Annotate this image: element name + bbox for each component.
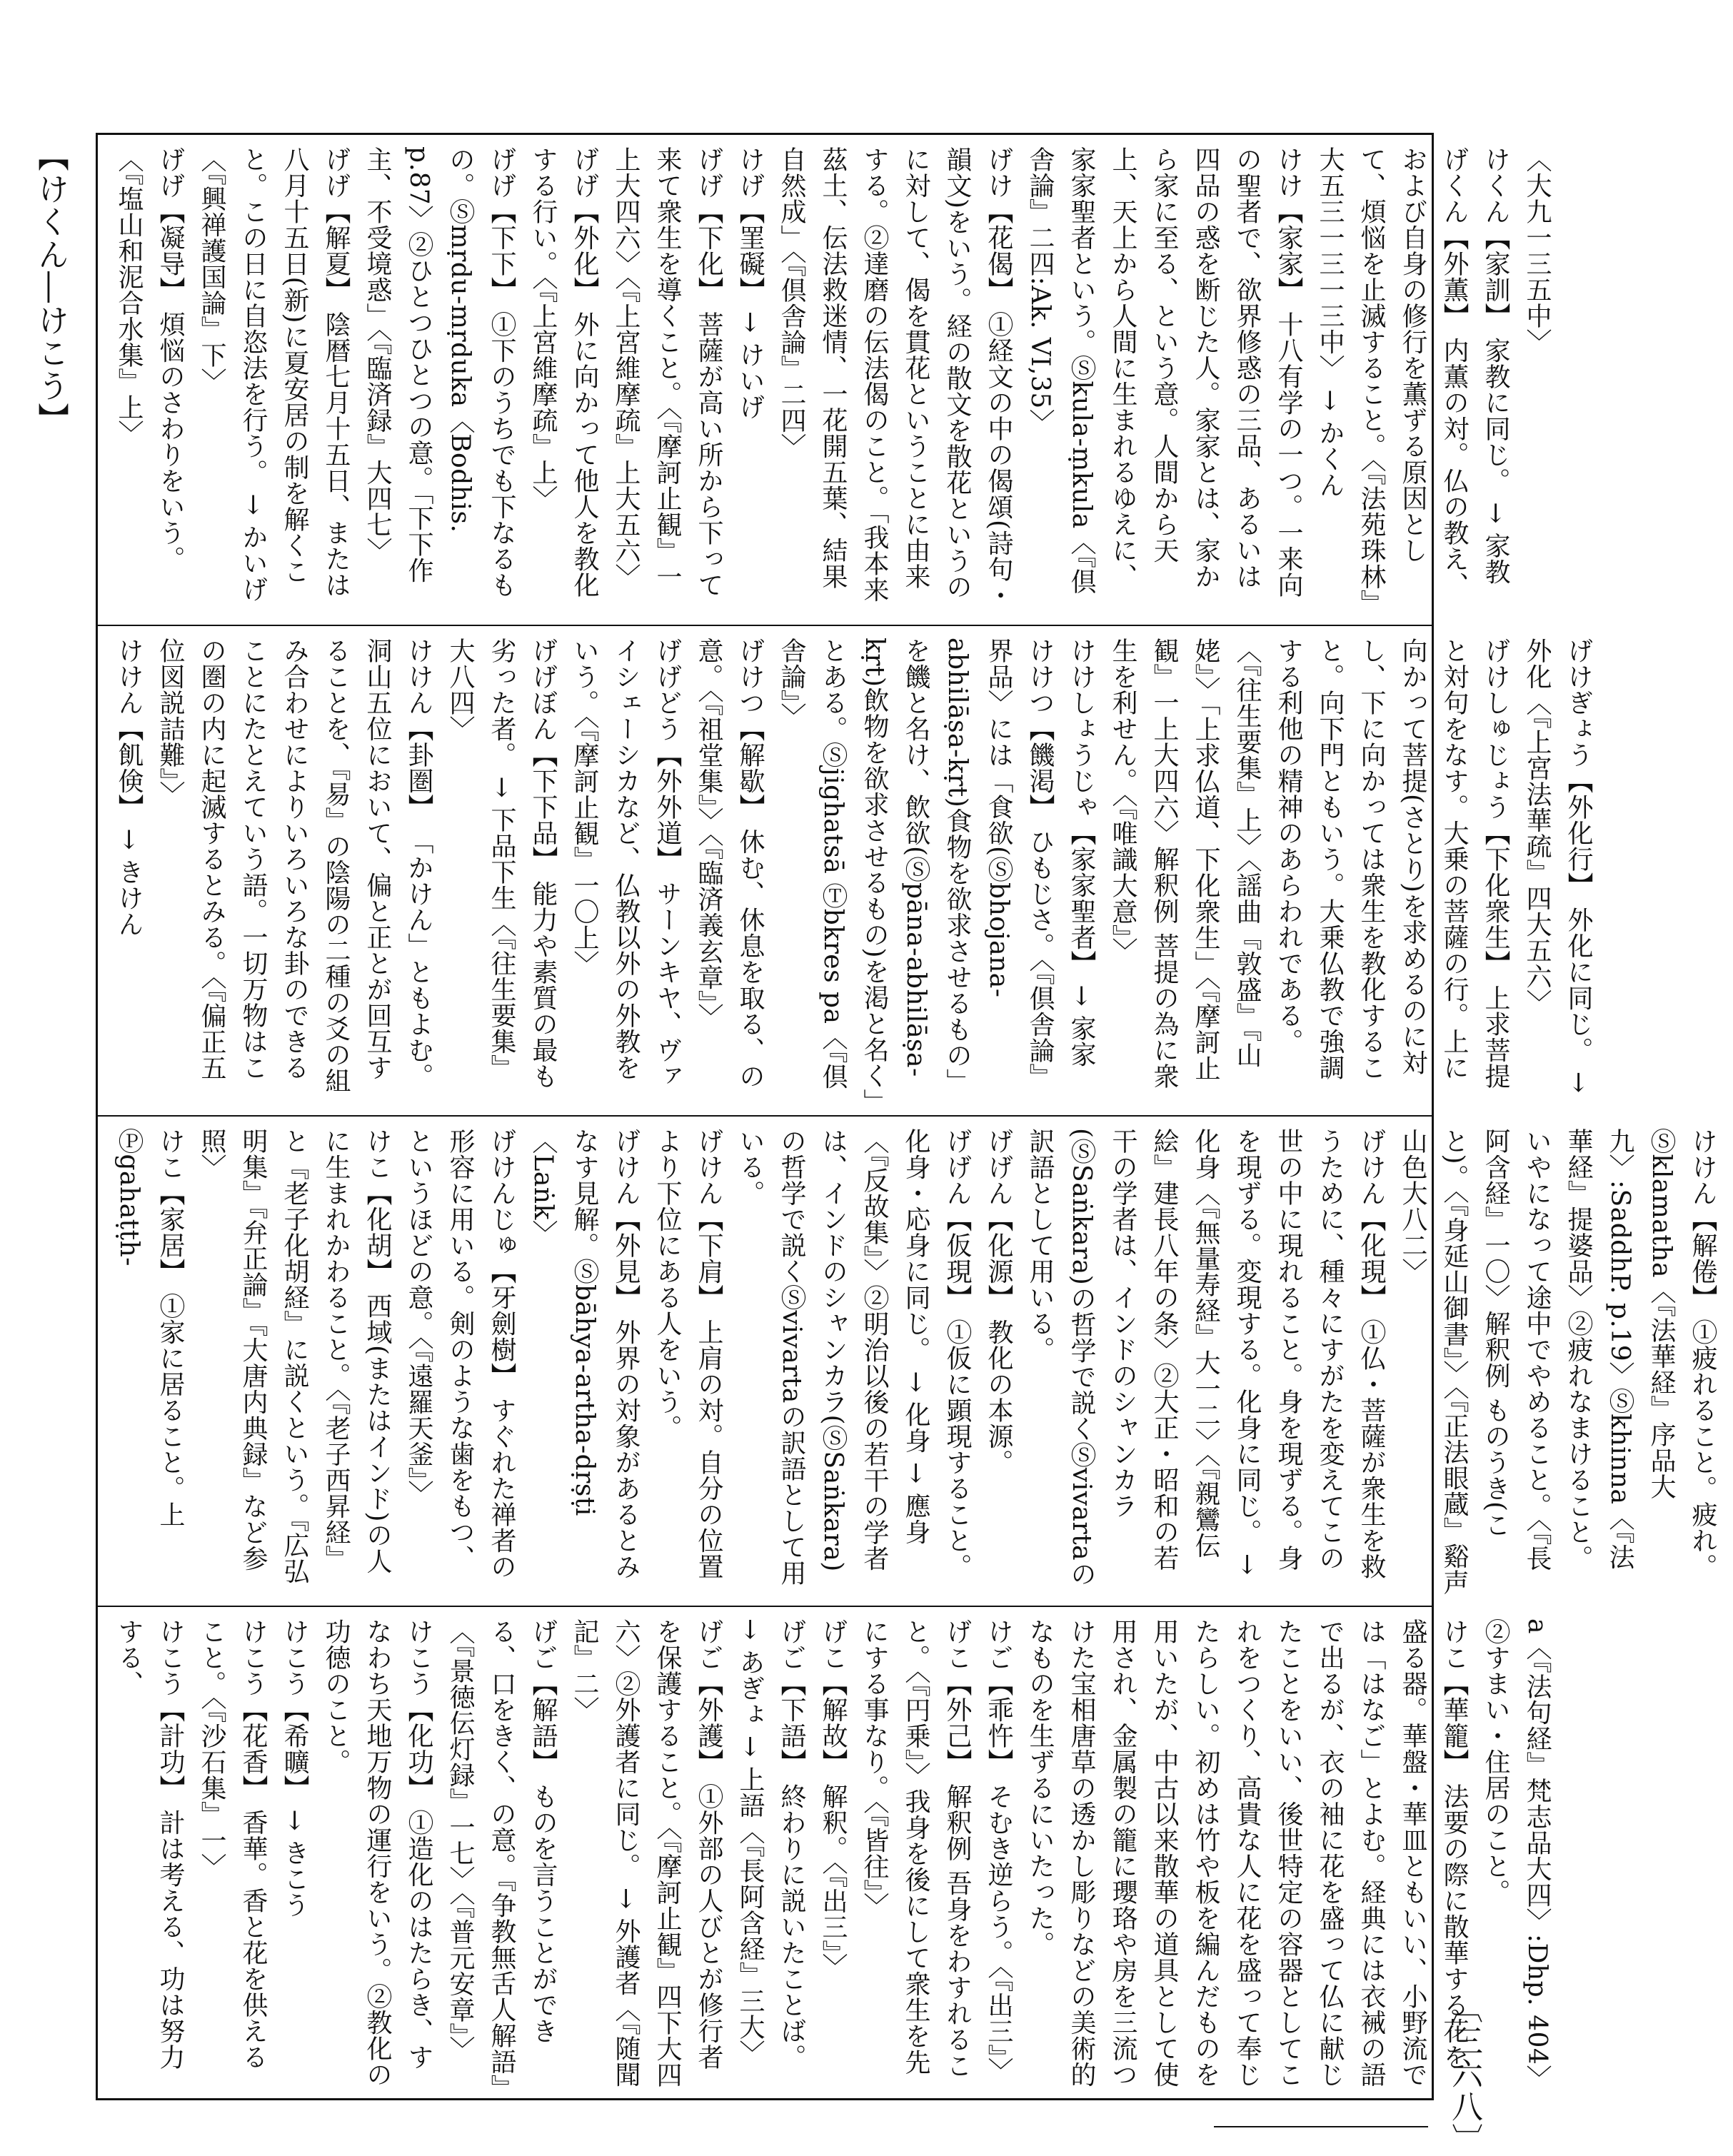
tier-2-text: [98, 626, 1609, 1117]
dictionary-entry: げけん【化現】 ①仏・菩薩が衆生を救うために、種々にすがたを変えてこの世の中に現れること。身を現ずる。身を現ずる。変現する。化身に同じ。 → 化身〈『無量寿経』大一二〉〈『親鸞伝絵』建長八年の条〉②大正・昭和の若干の学者は、インドのシャンカラ(ⓈSaṅkara)の哲学で説くⓈvivartaの訳語として用いる。: [1025, 1128, 1386, 1587]
dictionary-entry: げこ【解故】 解釈。〈『出三』〉: [818, 1618, 848, 1980]
tier-1-text: [98, 135, 1567, 625]
dictionary-entry: けこう【化功】 ①造化のはたらき、すなわち天地万物の運行をいう。②教化の功徳のこと。: [321, 1618, 433, 2087]
dictionary-entry: けけしょうじゃ【家家聖者】 → 家家: [1067, 638, 1096, 1068]
dictionary-entry: げご【外護】 ①外部の人びとが修行者を保護すること。〈『摩訶止観』四下大四六〉②外護者に同じ。 → 外護者〈『随聞記』二〉: [570, 1618, 723, 2088]
dictionary-entry: けけ【家家】 十八有学の一つ。一来向の聖者で、欲界修惑の三品、あるいは四品の惑を断じた人。家家とは、家から家に至る、という意。人間から天上、天上から人間に生まれるゆえに、家家聖者という。Ⓢkula-ṃkula〈『倶舎論』二四:Ak. VI,35〉: [1025, 146, 1303, 598]
dictionary-entry: げけぎょう【外化行】 外化に同じ。 → 外化〈『上宮法華疏』四大五六〉: [1522, 638, 1593, 1094]
dictionary-entry: げけんじゅ【牙劍樹】 すぐれた禅者の形容に用いる。剣のような歯をもつ、というほどの意。〈『遠羅天釜』〉: [404, 1128, 516, 1580]
dictionary-entry: けこ【化胡】 西域(またはインド)の人に生まれかわること。〈『老子西昇経』と『老子化胡経』に説くという。『広弘明集』『弁正論』『大唐内典録』など参照〉: [197, 1128, 392, 1584]
dictionary-entry: げげ【解夏】 陰暦七月十五日、または八月十五日(新)に夏安居の制を解くこと。この日に自恣法を行う。 → かいげ〈『興禅護国論』下〉: [197, 146, 351, 603]
dictionary-entry: けご【乖忤】 そむき逆らう。〈『出三』〉: [984, 1618, 1013, 2084]
dictionary-entry: けこう【計功】 計は考える、功は努力する、: [114, 1618, 185, 2070]
page-header-title: 【けくん―けこう】: [32, 140, 69, 435]
tier-4-text: [98, 1607, 1567, 2100]
dictionary-entry: 〈大九一三五中〉: [1522, 146, 1552, 355]
dictionary-entry: げけ【花偈】 ①経文の中の偈頌(詩句・韻文)をいう。経の散文を散花というのに対して、偈を貫花ということに由来する。②達磨の伝法偈のこと。「我本来茲土、伝法救迷情、一花開五葉、結果自然成」〈『倶舎論』二四〉: [777, 146, 1013, 608]
dictionary-entry: げげ【外化】 外に向かって他人を教化する行い。〈『上宮維摩疏』上〉: [528, 146, 599, 598]
dictionary-entry: けこう【花香】 香華。香と花を供えること。〈『沙石集』一〉: [197, 1618, 268, 2070]
dictionary-entry: けげ【罣礙】 → けいげ: [735, 146, 765, 420]
dictionary-entry: げご【下語】 終わりに説いたことば。 → あぎょ → 上語〈『長阿含経』三大〉: [735, 1618, 806, 2070]
dictionary-entry: げけつ【解歇】 休む、休息を取る、の意。〈『祖堂集』〉〈『臨済義玄章』〉: [694, 638, 765, 1089]
dictionary-entry: けけん【卦圏】 「かけん」ともよむ。洞山五位において、偏と正とが回互することを、『易』の陰陽の二種の爻の組み合わせによりいろいろな卦のできることにたとえていう語。一切万物はこの圏の内に起滅するとみる。〈『偏正五位図説詰難』〉: [156, 638, 433, 1094]
bottom-rule: [1214, 2126, 1428, 2127]
page-number: 〔三六八〕: [1446, 1992, 1482, 2156]
dictionary-entry: a〈『法句経』梵志品大四〉:Dhp. 404〉②すまい・住居のこと。: [1481, 1618, 1552, 2078]
dictionary-entry: げげどう【外外道】 サーンキヤ、ヴァイシェーシカなど、仏教以外の外教をいう。〈『摩訶止観』一〇上〉: [570, 638, 682, 1089]
dictionary-entry: けくん【家訓】 家教に同じ。 → 家教: [1481, 146, 1510, 585]
dictionary-entry: げご【解語】 ものを言うことができる、口をきく、の意。『争教無舌人解語』〈『景徳伝灯録』一七〉〈『普元安章』〉: [446, 1618, 558, 2088]
dictionary-entry: けけん【飢倹】 → きけん: [114, 638, 144, 937]
dictionary-entry: けこ【家居】 ①家に居ること。上Ⓟgahaṭṭh-: [114, 1128, 185, 1528]
dictionary-entry: けこう【希曠】 → きこう: [280, 1618, 309, 1918]
dictionary-entry: げげん【仮現】 ①仮に顕現すること。化身・応身に同じ。 → 化身 → 應身〈『反故集』〉②明治以後の若干の学者は、インドのシャンカラ(ⓈSaṅkara)の哲学で説くⓈvivartaの訳語として用いる。: [735, 1128, 972, 1586]
dictionary-entry: げげ【下化】 菩薩が高い所から下って来て衆生を導くこと。〈『摩訶止観』一上大四六〉〈『上宮維摩疏』上大五六〉: [611, 146, 723, 598]
dictionary-entry: げけしゅじょう【下化衆生】 上求菩提と対句をなす。大乗の菩薩の行。上に向かって菩提(さとり)を求めるのに対し、下に向かっては衆生を教化すること。向下門ともいう。大乗仏教で強調する利他の精神のあらわれである。〈『往生要集』上〉〈謡曲『敦盛』『山姥』〉「上求仏道、下化衆生」〈『摩訶止観』一上大四六〉解釈例 菩提の為に衆生を利せん。〈『唯識大意』〉: [1108, 638, 1510, 1089]
dictionary-tier-1: [98, 135, 1552, 625]
dictionary-entry: げくん【外薫】 内薫の対。仏の教え、および自身の修行を薫ずる原因として、煩悩を止滅すること。〈『法苑珠林』大五三一三一三中〉 → かくん: [1315, 146, 1469, 603]
dictionary-entry: げげ【下下】 ①下のうちでも下なるもの。Ⓢmṛdu-mṛduka〈Bodhis. p.87〉②ひとつひとつの意。「下下作主、不受境惑」〈『臨済録』大四七〉: [363, 146, 516, 598]
dictionary-entry: けけん【解倦】 ①疲れること。疲れ。Ⓢklamatha〈『法華経』序品大九〉:SaddhP. p.19〉Ⓢkhinna〈『法華経』提婆品〉②疲れなまけること。いやになって途中でやめること。〈『長阿含経』一〇〉解釈例 ものうき(こと)。〈『身延山御書』〉〈『正法眼蔵』谿声山色大八二〉: [1398, 1128, 1717, 1596]
dictionary-entry: けけつ【饑渇】 ひもじさ。〈『倶舎論』界品〉には「食欲(Ⓢbhojana-abhilāṣa-kṛt)食物を欲求させるもの」を饑と名け、飲欲(Ⓢpāna-abhilāṣa-kṛt)飲物を欲求させるもの)を渇と名く」とある。Ⓢjighatsā Ⓣbkres pa〈『倶舎論』〉: [777, 638, 1055, 1102]
dictionary-entry: げげ【凝导】 煩悩のさわりをいう。〈『塩山和泥合水集』上〉: [114, 146, 185, 572]
dictionary-entry: げけん【外見】 外界の対象があるとみなす見解。Ⓢbāhya-artha-dṛṣṭi〈Laṅk〉: [528, 1128, 641, 1580]
dictionary-entry: げげん【化源】 教化の本源。: [984, 1128, 1013, 1476]
dictionary-entry: けこ【華籠】 法要の際に散華する花を盛る器。華盤・華皿ともいい、小野流では「はなご」とよむ。経典には衣裓の語で出るが、衣の袖に花を盛って仏に献じたことをいい、後世特定の容器としてこれをつくり、高貴な人に花を盛って奉じたらしい。初めは竹や板を編んだものを用いたが、中古以来散華の道具として使用され、金属製の籠に瓔珞や房を三流つけた宝相唐草の透かし彫りなどの美術的なものを生ずるにいたった。: [1025, 1618, 1469, 2087]
dictionary-entry: げげぼん【下下品】 能力や素質の最も劣った者。 → 下品下生〈『往生要集』大八四〉: [446, 638, 558, 1089]
dictionary-entry: げこ【外己】 解釈例 吾身をわすれること。〈『円乗』〉我身を後にして衆生を先にする事なり。〈『皆往』〉: [860, 1618, 972, 2079]
dictionary-entry: げけん【下肩】 上肩の対。自分の位置より下位にある人をいう。: [653, 1128, 723, 1580]
dictionary-tier-3: [98, 1115, 1717, 1607]
dictionary-tier-2: [98, 625, 1593, 1117]
tier-3-text: [98, 1117, 1733, 1607]
